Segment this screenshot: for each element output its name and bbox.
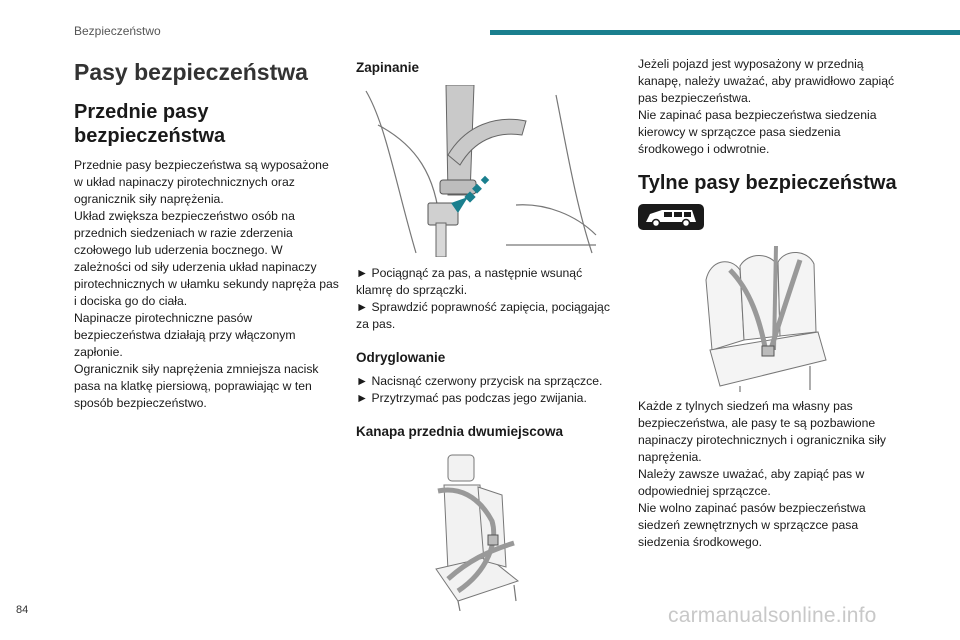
- text-line: pasa na klatkę piersiową, poprawiając w ten: [74, 379, 312, 393]
- text-line: Nie zapinać pasa bezpieczeństwa siedzenia: [638, 108, 877, 122]
- fastening-steps: [356, 265, 616, 333]
- text-line: ogranicznik siły naprężenia.: [74, 192, 224, 206]
- text-line: naprężenia.: [638, 450, 702, 464]
- van-icon: [638, 204, 704, 230]
- text-line: pirotechnicznych w ułamku sekundy napręża pas: [74, 277, 339, 291]
- step-line: ► Nacisnąć czerwony przycisk na sprzączce.: [356, 374, 603, 388]
- header-accent-bar: [490, 30, 960, 35]
- text-line: pas bezpieczeństwa.: [638, 91, 752, 105]
- column-fastening: [356, 56, 616, 611]
- belt-buckle-image: [356, 85, 606, 257]
- bench-illustration: [418, 451, 616, 611]
- unlocking-heading: Odryglowanie: [356, 350, 446, 365]
- rear-belts-heading: Tylne pasy bezpieczeństwa: [638, 172, 897, 194]
- text-line: odpowiedniej sprzączce.: [638, 484, 771, 498]
- text-line: siedzeń zewnętrznych w sprzączce pasa: [638, 518, 859, 532]
- step-line: ► Pociągnąć za pas, a następnie wsunąć: [356, 266, 583, 280]
- rear-seats-image: [700, 240, 830, 392]
- watermark: carmanualsonline.info: [668, 604, 877, 627]
- text-line: siedzenia środkowego.: [638, 535, 762, 549]
- front-bench-image: [418, 451, 538, 611]
- text-line: napinaczy pirotechnicznych i ogranicznika siły: [638, 433, 886, 447]
- text-line: kanapę, należy uważać, aby prawidłowo zapiąć: [638, 74, 895, 88]
- unlocking-steps: [356, 373, 616, 407]
- vehicle-badge: [638, 204, 704, 230]
- rear-seats-illustration: [700, 240, 900, 392]
- bench-heading: Kanapa przednia dwumiejscowa: [356, 424, 564, 439]
- text-line: zapłonie.: [74, 345, 123, 359]
- text-line: bezpieczeństwa, ale pasy te są pozbawione: [638, 416, 876, 430]
- text-line: Układ zwiększa bezpieczeństwo osób na: [74, 209, 295, 223]
- page-title: Pasy bezpieczeństwa: [74, 59, 308, 85]
- text-line: czołowego lub uderzenia bocznego. W: [74, 243, 283, 257]
- bench-intro-text: [638, 56, 900, 158]
- text-line: Przednie pasy bezpieczeństwa są wyposażone: [74, 158, 329, 172]
- front-belts-text: [74, 157, 342, 412]
- text-line: środkowego i odwrotnie.: [638, 142, 770, 156]
- text-line: Jeżeli pojazd jest wyposażony w przednią: [638, 57, 864, 71]
- fastening-heading: Zapinanie: [356, 60, 420, 75]
- text-line: przednich siedzeniach w razie zderzenia: [74, 226, 293, 240]
- column-rear-belts: [638, 56, 900, 551]
- step-line: ► Sprawdzić poprawność zapięcia, pociągając: [356, 300, 610, 314]
- text-line: kierowcy w sprzączce pasa siedzenia: [638, 125, 841, 139]
- step-line: klamrę do sprzączki.: [356, 283, 468, 297]
- subtitle-line-2: bezpieczeństwa: [74, 125, 226, 147]
- page-number: 84: [16, 604, 29, 616]
- text-line: bezpieczeństwa działają przy włączonym: [74, 328, 296, 342]
- text-line: Każde z tylnych siedzeń ma własny pas: [638, 399, 853, 413]
- step-line: ► Przytrzymać pas podczas jego zwijania.: [356, 391, 587, 405]
- column-front-belts: [74, 56, 342, 412]
- fastening-illustration: [356, 85, 616, 257]
- section-label: Bezpieczeństwo: [74, 24, 161, 38]
- text-line: Ogranicznik siły naprężenia zmniejsza nacisk: [74, 362, 319, 376]
- rear-belts-text: [638, 398, 900, 551]
- text-line: i dociska go do ciała.: [74, 294, 188, 308]
- text-line: Należy zawsze uważać, aby zapiąć pas w: [638, 467, 865, 481]
- text-line: Napinacze pirotechniczne pasów: [74, 311, 253, 325]
- text-line: Nie wolno zapinać pasów bezpieczeństwa: [638, 501, 866, 515]
- text-line: sposób bezpieczeństwo.: [74, 396, 207, 410]
- step-line: za pas.: [356, 317, 396, 331]
- text-line: zależności od siły uderzenia układ napinaczy: [74, 260, 317, 274]
- subtitle-line-1: Przednie pasy: [74, 101, 209, 123]
- text-line: w układ napinaczy pirotechnicznych oraz: [74, 175, 295, 189]
